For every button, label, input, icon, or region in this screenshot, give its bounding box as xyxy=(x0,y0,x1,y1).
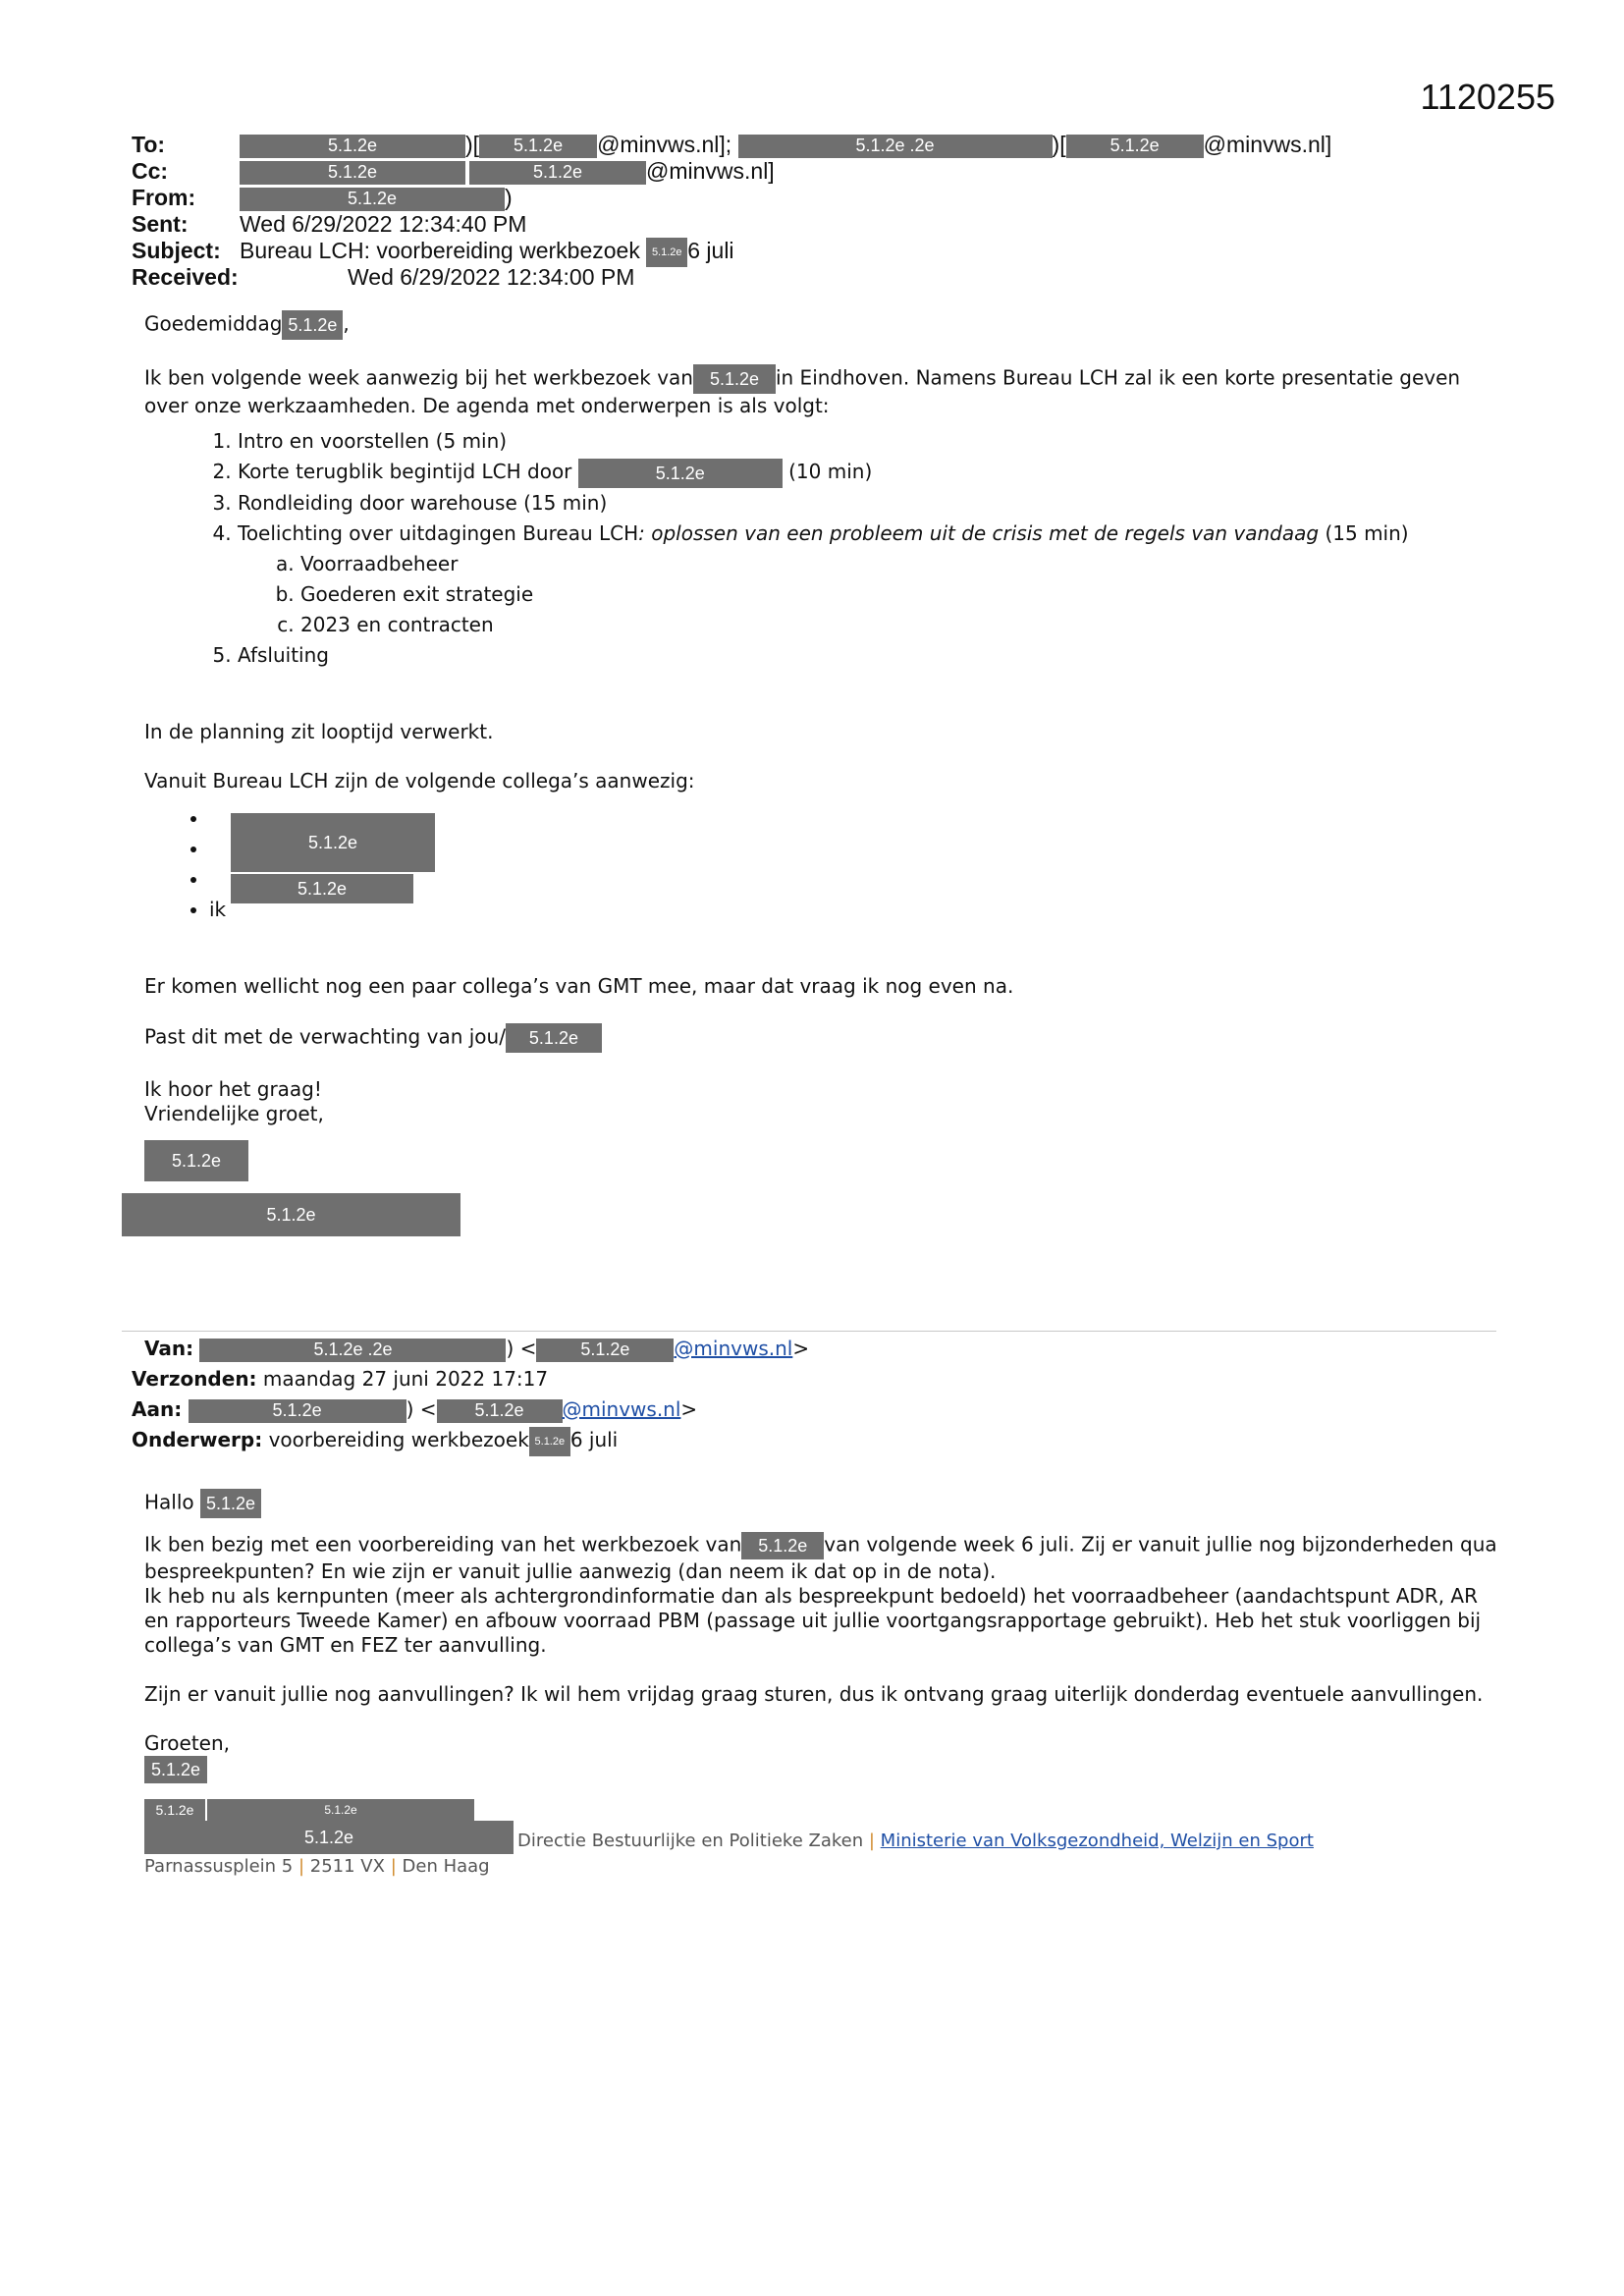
redaction-box: 5.1.2e xyxy=(207,1799,474,1821)
redaction-box: 5.1.2e xyxy=(144,1756,207,1783)
postcode: 2511 VX xyxy=(309,1856,385,1877)
intro-text: Ik ben volgende week aanwezig bij het werkbezoek van xyxy=(144,365,693,390)
colleagues-list xyxy=(144,803,1499,925)
signature-line-2 xyxy=(144,1854,490,1879)
paragraph: Zijn er vanuit jullie nog aanvullingen? Ik wil hem vrijdag graag sturen, dus ik ontvang graag uiterlijk donderdag eventuele aanvullingen. xyxy=(144,1682,1484,1706)
list-item: 1. Intro en voorstellen (5 min) xyxy=(238,426,1499,457)
separator-line xyxy=(122,1331,1496,1332)
greeting xyxy=(144,1489,1499,1518)
signature-line-1 xyxy=(517,1829,1314,1853)
city: Den Haag xyxy=(402,1856,490,1877)
separator: | xyxy=(298,1856,305,1877)
list-item: a. Voorraadbeheer xyxy=(300,549,1499,579)
forwarded-message-body xyxy=(144,1489,1499,1878)
redaction-box: 5.1.2e xyxy=(646,238,687,267)
redaction-box: 5.1.2e xyxy=(231,813,435,872)
greeting-text: Goedemiddag xyxy=(144,311,283,336)
redaction-box: 5.1.2e xyxy=(529,1427,570,1456)
paragraph-text-2: van volgende week 6 juli. Zij er vanuit jullie nog bijzonderheden qua bespreekpunten? En wie zijn er vanuit jullie aanwezig (dan neem ik dat op in de nota). xyxy=(144,1532,1497,1583)
van-end: > xyxy=(792,1337,810,1360)
question-text xyxy=(144,1023,1499,1053)
sent-label: Sent: xyxy=(132,211,189,237)
redaction-box: 5.1.2e xyxy=(200,1489,261,1518)
redaction-box: 5.1.2e xyxy=(479,135,597,158)
street-address: Parnassusplein 5 xyxy=(144,1856,294,1877)
list-item: 3. Rondleiding door warehouse (15 min) xyxy=(238,488,1499,519)
van-row xyxy=(132,1334,1506,1364)
redaction-box: 5.1.2e xyxy=(231,874,413,903)
to-bracket: )[ xyxy=(1052,132,1066,157)
redaction-box: 5.1.2e xyxy=(1066,135,1204,158)
redaction-box: 5.1.2e xyxy=(189,1399,406,1423)
list-item: • ik xyxy=(209,895,1499,925)
redaction-box: 5.1.2e xyxy=(282,310,343,340)
intro-text-2: in Eindhoven. Namens Bureau LCH zal ik een korte presentatie geven over onze werkzaamheden. De agenda met onderwerpen is als volgt: xyxy=(144,365,1461,417)
department-name: Directie Bestuurlijke en Politieke Zaken xyxy=(517,1831,864,1851)
redaction-box: 5.1.2e xyxy=(144,1821,514,1854)
redaction-box: 5.1.2e xyxy=(741,1532,824,1559)
redaction-box: 5.1.2e xyxy=(693,364,776,394)
email-header xyxy=(132,132,1555,291)
sent-row xyxy=(132,211,1555,238)
redaction-box: 5.1.2e xyxy=(469,161,646,185)
onderwerp-date: 6 juli xyxy=(569,1428,619,1451)
onderwerp-row xyxy=(132,1425,1506,1456)
aan-row xyxy=(132,1394,1506,1425)
verzonden-row xyxy=(132,1364,1506,1394)
agenda-text: (15 min) xyxy=(1325,520,1409,545)
to-label: To: xyxy=(132,132,166,157)
onderwerp-label: Onderwerp: xyxy=(132,1428,263,1451)
paragraph xyxy=(144,1532,1499,1584)
gmt-text: Er komen wellicht nog een paar collega’s van GMT mee, maar dat vraag ik nog even na. xyxy=(144,973,1014,998)
redaction-box: 5.1.2e xyxy=(144,1799,205,1821)
redaction-box: 5.1.2e xyxy=(506,1023,602,1053)
cc-email: @minvws.nl] xyxy=(646,158,775,184)
subject-label: Subject: xyxy=(132,238,221,264)
separator: | xyxy=(868,1831,875,1851)
message-body xyxy=(144,310,1499,1236)
to-bracket: )[ xyxy=(465,132,480,157)
planning-text: In de planning zit looptijd verwerkt. xyxy=(144,719,494,743)
van-email-link[interactable]: @minvws.nl xyxy=(674,1337,793,1360)
signature-block xyxy=(144,1799,1499,1878)
from-text: ) xyxy=(505,185,513,210)
redaction-box: 5.1.2e xyxy=(578,459,783,488)
agenda-text: Toelichting over uitdagingen Bureau LCH xyxy=(238,520,639,545)
to-email-2: @minvws.nl] xyxy=(1203,132,1332,157)
list-item: b. Goederen exit strategie xyxy=(300,579,1499,610)
received-row xyxy=(132,264,1555,291)
list-item: 5. Afsluiting xyxy=(238,640,1499,671)
greeting: Goedemiddag 5.1.2e , xyxy=(144,310,1499,340)
from-label: From: xyxy=(132,185,196,210)
received-value: Wed 6/29/2022 12:34:00 PM xyxy=(348,264,635,290)
van-label: Van: xyxy=(144,1337,194,1360)
received-label: Received: xyxy=(132,264,239,290)
redaction-box: 5.1.2e .2e xyxy=(738,135,1053,158)
van-sep: ) < xyxy=(506,1337,537,1360)
sent-value: Wed 6/29/2022 12:34:40 PM xyxy=(240,211,527,237)
redaction-box: 5.1.2e xyxy=(144,1140,248,1181)
cc-row xyxy=(132,158,1555,185)
intro-paragraph xyxy=(144,364,1499,418)
agenda-text: Korte terugblik begintijd LCH door xyxy=(238,460,572,483)
question-text-span: Past dit met de verwachting van jou/ xyxy=(144,1024,506,1048)
aan-label: Aan: xyxy=(132,1397,183,1421)
from-row xyxy=(132,185,1555,211)
onderwerp-text: voorbereiding werkbezoek xyxy=(268,1428,529,1451)
aan-end: > xyxy=(680,1397,698,1421)
colleagues-intro: Vanuit Bureau LCH zijn de volgende collega’s aanwezig: xyxy=(144,768,695,793)
closing: Groeten, xyxy=(144,1731,231,1755)
verzonden-value: maandag 27 juni 2022 17:17 xyxy=(262,1367,549,1391)
agenda-italic: : oplossen van een probleem uit de crisis met de regels van vandaag xyxy=(638,520,1320,545)
redaction-box: 5.1.2e xyxy=(437,1399,563,1423)
subject-text: Bureau LCH: voorbereiding werkbezoek xyxy=(240,238,640,264)
redaction-box: 5.1.2e .2e xyxy=(199,1339,506,1362)
aan-sep: ) < xyxy=(406,1397,437,1421)
redaction-box: 5.1.2e xyxy=(240,135,465,158)
redaction-box: 5.1.2e xyxy=(240,188,505,211)
redaction-box: 5.1.2e xyxy=(536,1339,674,1362)
paragraph: Ik heb nu als kernpunten (meer als achtergrondinformatie dan als bespreekpunt bedoeld) het voorraadbeheer (aandachtspunt ADR, AR en rapporteurs Tweede Kamer) en afbouw voorraad PBM (passage uit jullie voortgangsrapportage gebruikt). Heb het stuk voorliggen bij collega’s van GMT en FEZ ter aanvulling. xyxy=(144,1584,1482,1657)
closing-line-2: Vriendelijke groet, xyxy=(144,1101,324,1125)
separator: | xyxy=(390,1856,397,1877)
redaction-box: 5.1.2e xyxy=(122,1193,460,1236)
greeting-text: Hallo xyxy=(144,1490,194,1514)
subject-date: 6 juli xyxy=(687,238,734,264)
subject-row xyxy=(132,238,1555,264)
closing-line-1: Ik hoor het graag! xyxy=(144,1076,322,1101)
cc-label: Cc: xyxy=(132,158,169,184)
list-item xyxy=(238,457,1499,488)
paragraph-text: Ik ben bezig met een voorbereiding van het werkbezoek van xyxy=(144,1532,742,1557)
to-row xyxy=(132,132,1555,158)
agenda-text: (10 min) xyxy=(788,460,873,483)
agenda-sublist xyxy=(238,549,1499,640)
document-id: 1120255 xyxy=(1420,77,1555,117)
verzonden-label: Verzonden: xyxy=(132,1367,257,1391)
agenda-list xyxy=(144,426,1499,671)
list-item xyxy=(238,519,1499,640)
aan-email-link[interactable]: @minvws.nl xyxy=(562,1397,681,1421)
redaction-box: 5.1.2e xyxy=(240,161,465,185)
ministry-link[interactable]: Ministerie van Volksgezondheid, Welzijn en Sport xyxy=(880,1831,1314,1851)
forwarded-header xyxy=(132,1334,1506,1456)
list-item: c. 2023 en contracten xyxy=(300,610,1499,640)
to-email-1: @minvws.nl]; xyxy=(597,132,732,157)
